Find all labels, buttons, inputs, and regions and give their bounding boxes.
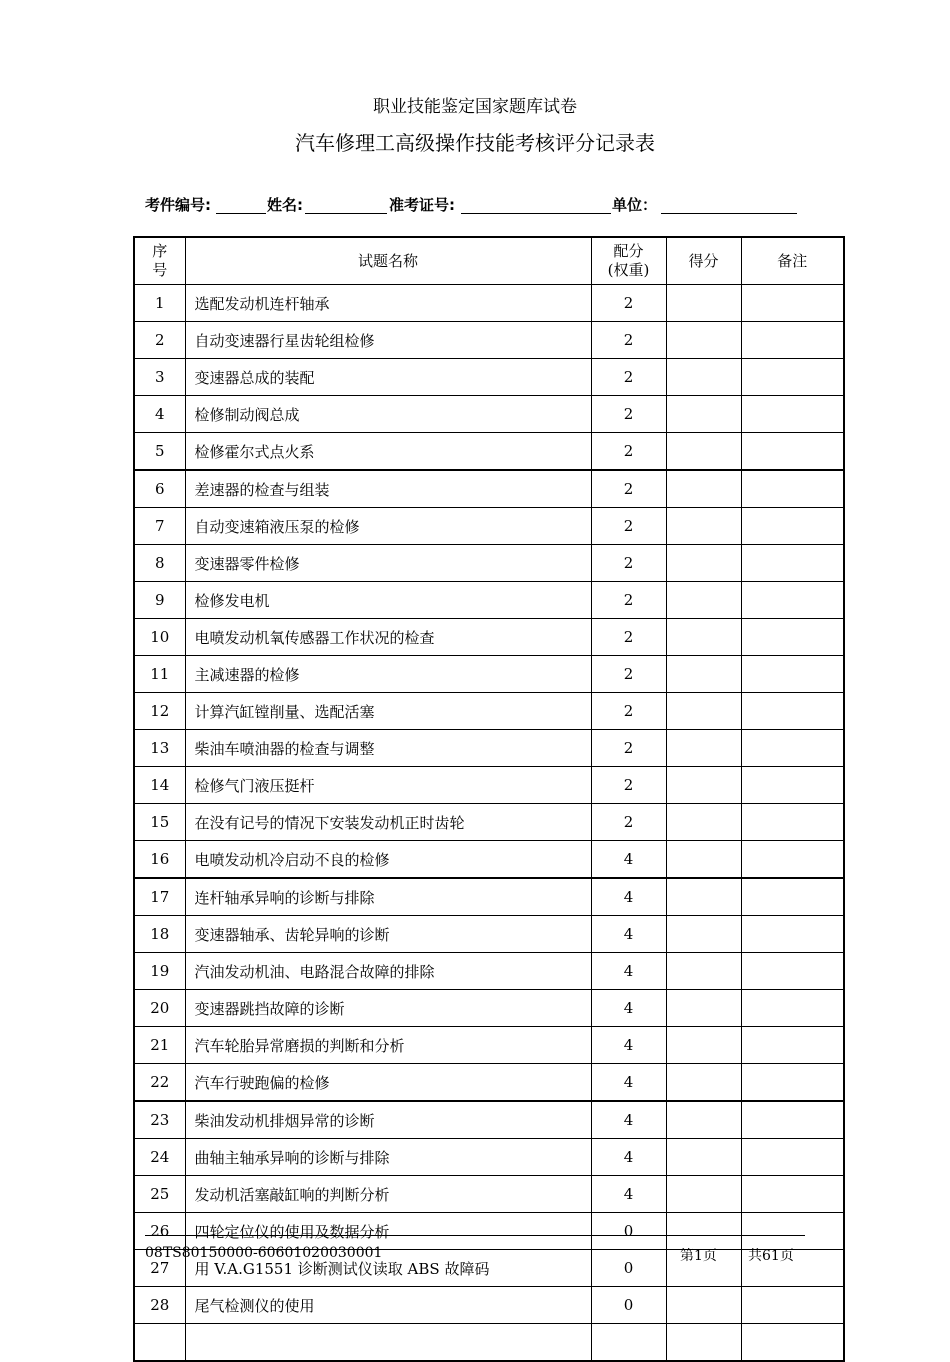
row-number: 13 <box>134 730 185 767</box>
row-number <box>134 1324 185 1362</box>
score-table-body <box>134 237 844 1361</box>
table-row <box>134 730 844 767</box>
score-cell <box>666 322 741 359</box>
score-cell <box>666 1139 741 1176</box>
table-row <box>134 916 844 953</box>
score-cell <box>666 359 741 396</box>
remark-cell <box>741 508 844 545</box>
table-row <box>134 1101 844 1139</box>
table-row <box>134 322 844 359</box>
row-number: 26 <box>134 1213 185 1250</box>
row-number: 20 <box>134 990 185 1027</box>
score-cell <box>666 508 741 545</box>
remark-cell <box>741 693 844 730</box>
score-cell <box>666 470 741 508</box>
remark-cell <box>741 1139 844 1176</box>
document-code: 08TS80150000-60601020030001 <box>145 1245 383 1261</box>
unit-blank <box>661 213 797 214</box>
table-row <box>134 285 844 322</box>
score-cell <box>666 767 741 804</box>
remark-cell <box>741 767 844 804</box>
score-cell <box>666 545 741 582</box>
remark-cell <box>741 804 844 841</box>
row-number: 25 <box>134 1176 185 1213</box>
item-points: 2 <box>591 656 666 693</box>
row-number: 23 <box>134 1101 185 1139</box>
item-points: 2 <box>591 359 666 396</box>
item-points: 4 <box>591 916 666 953</box>
item-name: 电喷发动机氧传感器工作状况的检查 <box>185 619 591 656</box>
item-name: 在没有记号的情况下安装发动机正时齿轮 <box>185 804 591 841</box>
item-name <box>185 1324 591 1362</box>
score-cell <box>666 396 741 433</box>
score-cell <box>666 1101 741 1139</box>
remark-cell <box>741 1176 844 1213</box>
score-cell <box>666 1176 741 1213</box>
row-number: 7 <box>134 508 185 545</box>
item-points: 4 <box>591 1139 666 1176</box>
remark-cell <box>741 470 844 508</box>
row-number: 22 <box>134 1064 185 1102</box>
table-row <box>134 656 844 693</box>
row-number: 17 <box>134 878 185 916</box>
item-points: 2 <box>591 322 666 359</box>
row-number: 28 <box>134 1287 185 1324</box>
row-number: 16 <box>134 841 185 879</box>
item-name: 汽油发动机油、电路混合故障的排除 <box>185 953 591 990</box>
ticket-no-blank <box>461 213 611 214</box>
table-row <box>134 767 844 804</box>
table-row <box>134 841 844 879</box>
item-name: 汽车轮胎异常磨损的判断和分析 <box>185 1027 591 1064</box>
page-total: 共61页 <box>748 1248 794 1264</box>
item-points: 2 <box>591 767 666 804</box>
item-name: 四轮定位仪的使用及数据分析 <box>185 1213 591 1250</box>
score-cell <box>666 916 741 953</box>
remark-cell <box>741 396 844 433</box>
row-number: 24 <box>134 1139 185 1176</box>
item-name: 变速器零件检修 <box>185 545 591 582</box>
item-points: 4 <box>591 1101 666 1139</box>
item-name: 计算汽缸镗削量、选配活塞 <box>185 693 591 730</box>
row-number: 27 <box>134 1250 185 1287</box>
table-row <box>134 878 844 916</box>
ticket-no-label: 准考证号: <box>389 196 455 214</box>
table-row <box>134 1287 844 1324</box>
item-points: 4 <box>591 1064 666 1102</box>
remark-cell <box>741 582 844 619</box>
row-number: 19 <box>134 953 185 990</box>
item-points: 2 <box>591 582 666 619</box>
table-row <box>134 1176 844 1213</box>
row-number: 1 <box>134 285 185 322</box>
remark-cell <box>741 285 844 322</box>
remark-cell <box>741 730 844 767</box>
item-name: 检修霍尔式点火系 <box>185 433 591 471</box>
page-number: 第1页 <box>680 1248 717 1264</box>
row-number: 3 <box>134 359 185 396</box>
row-number: 18 <box>134 916 185 953</box>
score-cell <box>666 582 741 619</box>
table-row <box>134 396 844 433</box>
remark-cell <box>741 1064 844 1102</box>
table-row <box>134 508 844 545</box>
item-name: 检修制动阀总成 <box>185 396 591 433</box>
score-cell <box>666 619 741 656</box>
score-table <box>133 236 845 1362</box>
row-number: 9 <box>134 582 185 619</box>
item-points: 4 <box>591 990 666 1027</box>
unit-label: 单位： <box>612 196 658 214</box>
row-number: 5 <box>134 433 185 471</box>
row-number: 8 <box>134 545 185 582</box>
remark-cell <box>741 322 844 359</box>
item-points: 2 <box>591 396 666 433</box>
row-number: 11 <box>134 656 185 693</box>
remark-cell <box>741 656 844 693</box>
row-number: 6 <box>134 470 185 508</box>
candidate-info-line <box>145 194 845 216</box>
item-points: 4 <box>591 953 666 990</box>
remark-cell <box>741 1101 844 1139</box>
table-row <box>134 1064 844 1102</box>
item-points: 4 <box>591 841 666 879</box>
exam-header-title: 职业技能鉴定国家题库试卷 <box>373 97 577 117</box>
score-sheet-title: 汽车修理工高级操作技能考核评分记录表 <box>295 131 655 155</box>
item-points: 4 <box>591 878 666 916</box>
item-name: 变速器总成的装配 <box>185 359 591 396</box>
score-cell <box>666 285 741 322</box>
remark-cell <box>741 878 844 916</box>
header-no: 序 号 <box>134 237 185 285</box>
item-name: 汽车行驶跑偏的检修 <box>185 1064 591 1102</box>
item-name: 检修发电机 <box>185 582 591 619</box>
remark-cell <box>741 953 844 990</box>
table-row <box>134 804 844 841</box>
table-row <box>134 953 844 990</box>
remark-cell <box>741 1324 844 1362</box>
item-points <box>591 1324 666 1362</box>
item-points: 4 <box>591 1027 666 1064</box>
name-label: 姓名: <box>267 196 303 214</box>
table-row <box>134 1027 844 1064</box>
score-cell <box>666 804 741 841</box>
row-number: 12 <box>134 693 185 730</box>
remark-cell <box>741 359 844 396</box>
score-cell <box>666 1213 741 1250</box>
score-cell <box>666 1324 741 1362</box>
item-name: 柴油车喷油器的检查与调整 <box>185 730 591 767</box>
table-row <box>134 619 844 656</box>
item-points: 2 <box>591 285 666 322</box>
row-number: 4 <box>134 396 185 433</box>
footer-divider <box>145 1235 805 1236</box>
score-cell <box>666 990 741 1027</box>
score-cell <box>666 1064 741 1102</box>
item-points: 0 <box>591 1287 666 1324</box>
item-points: 2 <box>591 508 666 545</box>
table-row <box>134 1139 844 1176</box>
item-name: 变速器轴承、齿轮异响的诊断 <box>185 916 591 953</box>
item-name: 自动变速器行星齿轮组检修 <box>185 322 591 359</box>
table-row <box>134 1213 844 1250</box>
item-name: 尾气检测仪的使用 <box>185 1287 591 1324</box>
row-number: 15 <box>134 804 185 841</box>
table-row <box>134 359 844 396</box>
row-number: 21 <box>134 1027 185 1064</box>
item-points: 2 <box>591 470 666 508</box>
item-name: 电喷发动机冷启动不良的检修 <box>185 841 591 879</box>
remark-cell <box>741 545 844 582</box>
remark-cell <box>741 1213 844 1250</box>
row-number: 10 <box>134 619 185 656</box>
item-name: 选配发动机连杆轴承 <box>185 285 591 322</box>
item-name: 主减速器的检修 <box>185 656 591 693</box>
item-points: 2 <box>591 693 666 730</box>
row-number: 14 <box>134 767 185 804</box>
header-score: 得分 <box>666 237 741 285</box>
item-name: 曲轴主轴承异响的诊断与排除 <box>185 1139 591 1176</box>
item-name: 连杆轴承异响的诊断与排除 <box>185 878 591 916</box>
item-name: 柴油发动机排烟异常的诊断 <box>185 1101 591 1139</box>
item-points: 0 <box>591 1250 666 1287</box>
header-points: 配分 (权重) <box>591 237 666 285</box>
table-row <box>134 693 844 730</box>
table-header-row <box>134 237 844 285</box>
score-cell <box>666 433 741 471</box>
item-name: 差速器的检查与组装 <box>185 470 591 508</box>
item-points: 2 <box>591 433 666 471</box>
exam-no-label: 考件编号: <box>145 196 211 214</box>
exam-no-blank <box>216 213 266 214</box>
item-points: 2 <box>591 730 666 767</box>
remark-cell <box>741 990 844 1027</box>
table-row <box>134 990 844 1027</box>
name-blank <box>305 213 387 214</box>
item-points: 2 <box>591 619 666 656</box>
table-row <box>134 582 844 619</box>
score-cell <box>666 656 741 693</box>
table-row <box>134 433 844 471</box>
item-name: 用 V.A.G1551 诊断测试仪读取 ABS 故障码 <box>185 1250 591 1287</box>
score-cell <box>666 953 741 990</box>
remark-cell <box>741 433 844 471</box>
score-cell <box>666 878 741 916</box>
item-name: 发动机活塞敲缸响的判断分析 <box>185 1176 591 1213</box>
header-item-name: 试题名称 <box>185 237 591 285</box>
table-row <box>134 470 844 508</box>
item-points: 2 <box>591 804 666 841</box>
score-cell <box>666 1287 741 1324</box>
table-row <box>134 1324 844 1362</box>
remark-cell <box>741 1287 844 1324</box>
score-cell <box>666 1027 741 1064</box>
remark-cell <box>741 619 844 656</box>
item-points: 0 <box>591 1213 666 1250</box>
header-remark: 备注 <box>741 237 844 285</box>
score-cell <box>666 730 741 767</box>
item-name: 变速器跳挡故障的诊断 <box>185 990 591 1027</box>
score-cell <box>666 841 741 879</box>
remark-cell <box>741 1027 844 1064</box>
table-row <box>134 545 844 582</box>
item-name: 检修气门液压挺杆 <box>185 767 591 804</box>
remark-cell <box>741 841 844 879</box>
row-number: 2 <box>134 322 185 359</box>
score-cell <box>666 693 741 730</box>
remark-cell <box>741 916 844 953</box>
item-points: 2 <box>591 545 666 582</box>
item-name: 自动变速箱液压泵的检修 <box>185 508 591 545</box>
item-points: 4 <box>591 1176 666 1213</box>
